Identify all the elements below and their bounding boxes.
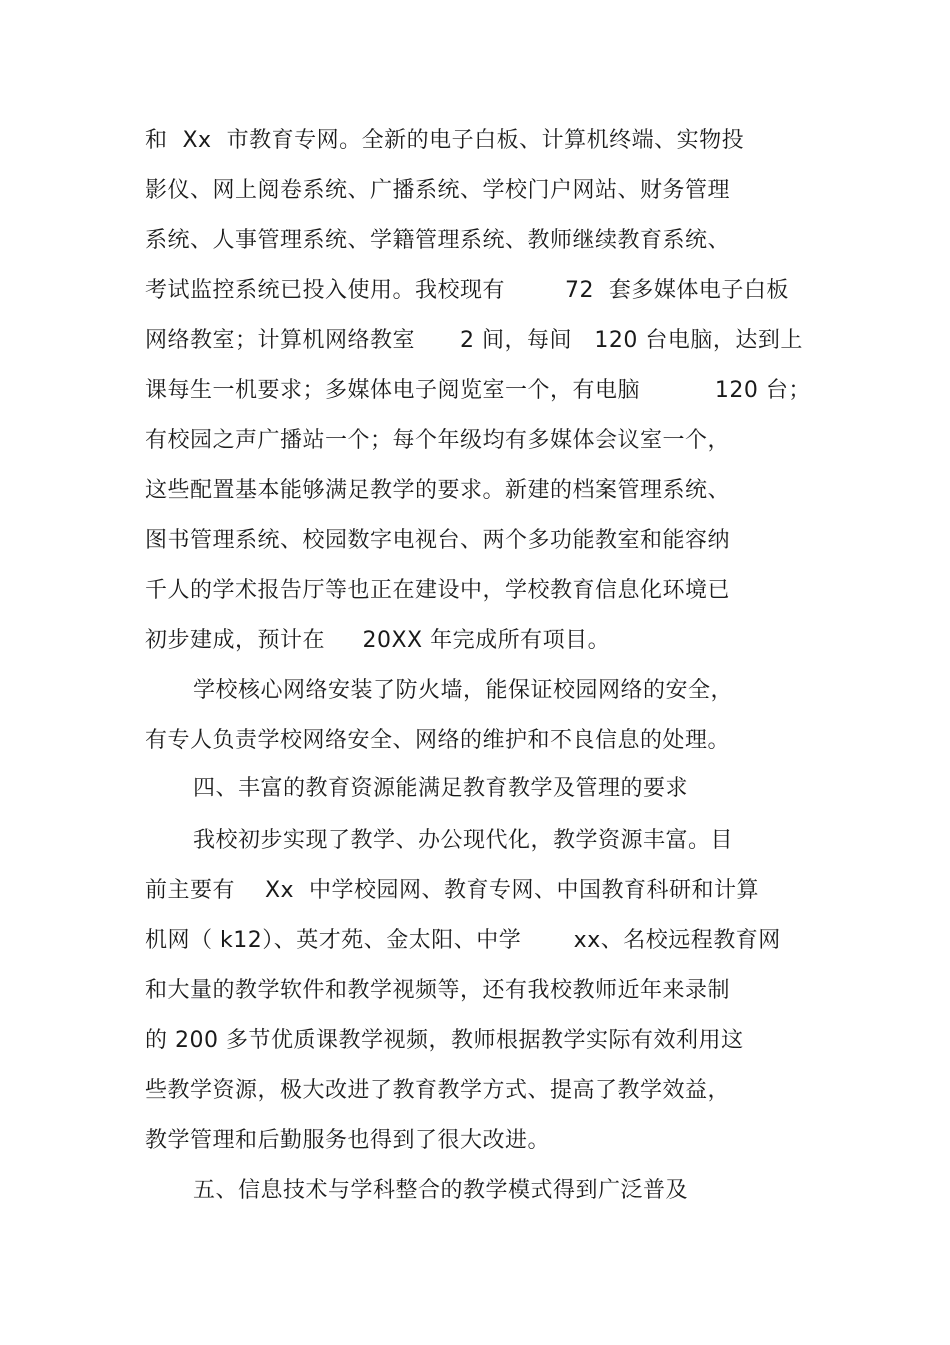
text-line: 网络教室；计算机网络教室 2 间，每间 120 台电脑，达到上 bbox=[145, 328, 803, 353]
paragraph-first-line: 学校核心网络安装了防火墙，能保证校园网络的安全， bbox=[193, 678, 734, 703]
text-line: 机网（ k12）、英才苑、金太阳、中学 xx、名校远程教育网 bbox=[145, 928, 781, 953]
paragraph-first-line: 我校初步实现了教学、办公现代化，教学资源丰富。目 bbox=[193, 828, 734, 853]
section-heading: 四、丰富的教育资源能满足教育教学及管理的要求 bbox=[193, 776, 689, 801]
text-line: 有专人负责学校网络安全、网络的维护和不良信息的处理。 bbox=[145, 728, 731, 753]
text-line: 教学管理和后勤服务也得到了很大改进。 bbox=[145, 1128, 551, 1153]
text-line: 初步建成，预计在 20XX 年完成所有项目。 bbox=[145, 628, 611, 653]
text-line: 课每生一机要求；多媒体电子阅览室一个，有电脑 120 台； bbox=[145, 378, 811, 403]
text-line: 前主要有 Xx 中学校园网、教育专网、中国教育科研和计算 bbox=[145, 878, 760, 903]
text-line: 的 200 多节优质课教学视频，教师根据教学实际有效利用这 bbox=[145, 1028, 744, 1053]
text-line: 系统、人事管理系统、学籍管理系统、教师继续教育系统、 bbox=[145, 228, 731, 253]
text-line: 千人的学术报告厅等也正在建设中，学校教育信息化环境已 bbox=[145, 578, 731, 603]
text-line: 这些配置基本能够满足教学的要求。新建的档案管理系统、 bbox=[145, 478, 731, 503]
text-line: 图书管理系统、校园数字电视台、两个多功能教室和能容纳 bbox=[145, 528, 731, 553]
text-line: 和 Xx 市教育专网。全新的电子白板、计算机终端、实物投 bbox=[145, 128, 745, 153]
text-line: 和大量的教学软件和教学视频等，还有我校教师近年来录制 bbox=[145, 978, 731, 1003]
text-line: 考试监控系统已投入使用。我校现有 72 套多媒体电子白板 bbox=[145, 278, 789, 303]
section-heading: 五、信息技术与学科整合的教学模式得到广泛普及 bbox=[193, 1178, 689, 1203]
text-line: 些教学资源，极大改进了教育教学方式、提高了教学效益， bbox=[145, 1078, 731, 1103]
text-line: 影仪、网上阅卷系统、广播系统、学校门户网站、财务管理 bbox=[145, 178, 731, 203]
text-line: 有校园之声广播站一个；每个年级均有多媒体会议室一个， bbox=[145, 428, 731, 453]
